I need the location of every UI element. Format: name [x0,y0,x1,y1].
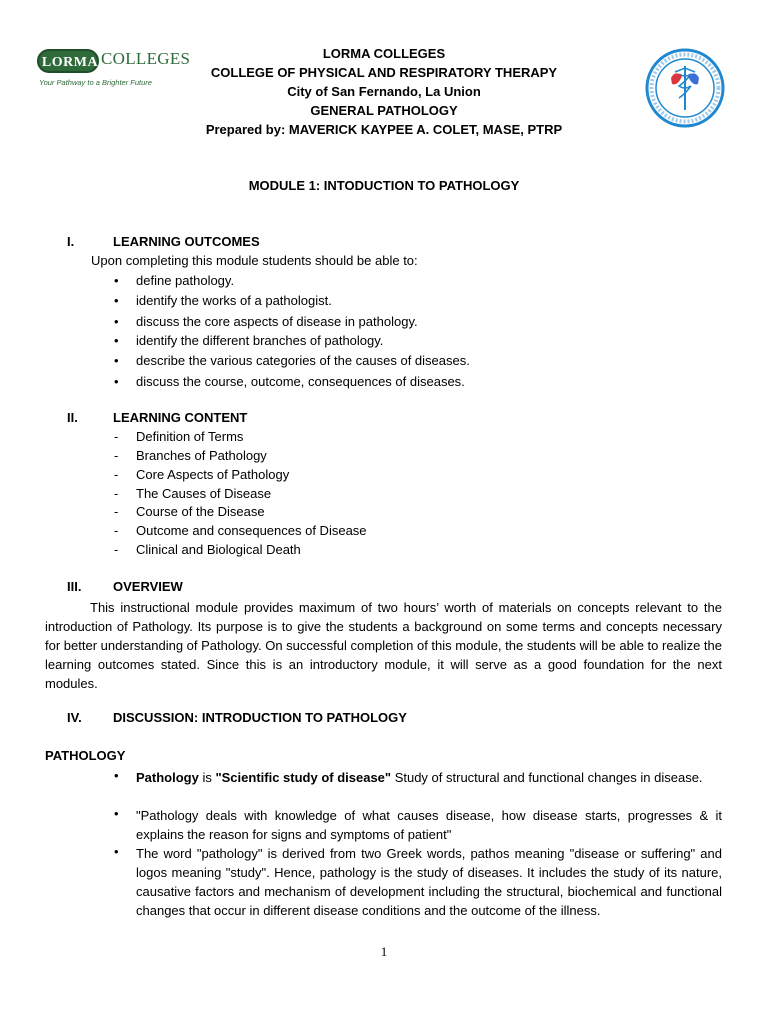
overview-paragraph: This instructional module provides maximum of two hours’ worth of materials on concepts relevant to the introduction of Pathology. Its purpose is to give the students a background on some terms and concepts necessary for better understanding of Pathology. On successful completion of this module, the students will be able to realize the learning outcomes stated. Since this is an introductory module, it will serve as a good foundation for the next modules. [45,600,722,691]
header-institution: LORMA COLLEGES [322,46,446,61]
content-item: Course of the Disease [136,504,265,519]
logo-lorma-text: LORMA [41,55,99,70]
outcome-item: describe the various categories of the causes of diseases. [136,353,470,368]
dash-marker: - [114,542,119,557]
dash-marker: - [114,504,119,519]
content-item: Branches of Pathology [136,448,267,463]
section-2-title: LEARNING CONTENT [113,410,248,425]
pathology-definition [136,768,722,787]
bullet-icon: • [114,314,119,329]
dash-marker: - [114,486,119,501]
dash-marker: - [114,467,119,482]
pathology-term: Pathology [136,770,199,785]
section-4-number: IV. [67,710,82,725]
content-item: Outcome and consequences of Disease [136,523,367,538]
bullet-icon: • [114,374,119,389]
dash-marker: - [114,448,119,463]
bullet-icon: • [114,293,119,308]
outcome-item: define pathology. [136,273,235,288]
content-item: Clinical and Biological Death [136,542,301,557]
bullet-icon: • [114,806,119,821]
content-item: Definition of Terms [136,429,244,444]
bullet-icon: • [114,273,119,288]
section-1-number: I. [67,234,75,249]
pathology-scope: "Pathology deals with knowledge of what causes disease, how disease starts, progresses & it explains the reason for signs and symptoms of patient" [136,808,722,842]
header-prepared-by: Prepared by: MAVERICK KAYPEE A. COLET, MASE, PTRP [205,122,563,137]
bullet-icon: • [114,844,119,859]
logo-colleges-text: COLLEGES [101,49,191,68]
header-city: City of San Fernando, La Union [287,84,481,99]
pathology-is: is [198,770,216,785]
dash-marker: - [114,429,119,444]
outcome-item: identify the different branches of pathology. [136,333,384,348]
pathology-etymology: The word "pathology" is derived from two Greek words, pathos meaning "disease or suffering" and logos meaning "study". Hence, pathology is the study of diseases. It includes the study of its nature, causative factors and mechanism of development including the structural, biochemical and functional changes that occur in different disease conditions and the outcome of the illness. [136,846,722,918]
pathology-heading: PATHOLOGY [45,748,126,763]
content-item: The Causes of Disease [136,486,272,501]
bullet-icon: • [114,353,119,368]
pathology-definition-rest: Study of structural and functional changes in disease. [391,770,703,785]
section-4-title: DISCUSSION: INTRODUCTION TO PATHOLOGY [113,710,407,725]
college-seal-icon [645,48,725,128]
outcome-item: discuss the course, outcome, consequences of diseases. [136,374,465,389]
dash-marker: - [114,523,119,538]
section-3-title: OVERVIEW [113,579,183,594]
outcome-item: identify the works of a pathologist. [136,293,332,308]
section-3-number: III. [67,579,82,594]
logo-tagline: Your Pathway to a Brighter Future [39,78,152,87]
section-2-number: II. [67,410,78,425]
bullet-icon: • [114,768,119,783]
header-course: GENERAL PATHOLOGY [310,103,458,118]
section-1-title: LEARNING OUTCOMES [113,234,260,249]
module-title: MODULE 1: INTODUCTION TO PATHOLOGY [248,178,520,193]
page-number: 1 [380,944,388,959]
pathology-quote: "Scientific study of disease" [215,770,392,785]
outcome-item: discuss the core aspects of disease in pathology. [136,314,418,329]
bullet-icon: • [114,333,119,348]
content-item: Core Aspects of Pathology [136,467,290,482]
learning-outcomes-intro: Upon completing this module students should be able to: [91,253,418,268]
header-college: COLLEGE OF PHYSICAL AND RESPIRATORY THERAPY [210,65,558,80]
logo-badge [37,49,99,73]
